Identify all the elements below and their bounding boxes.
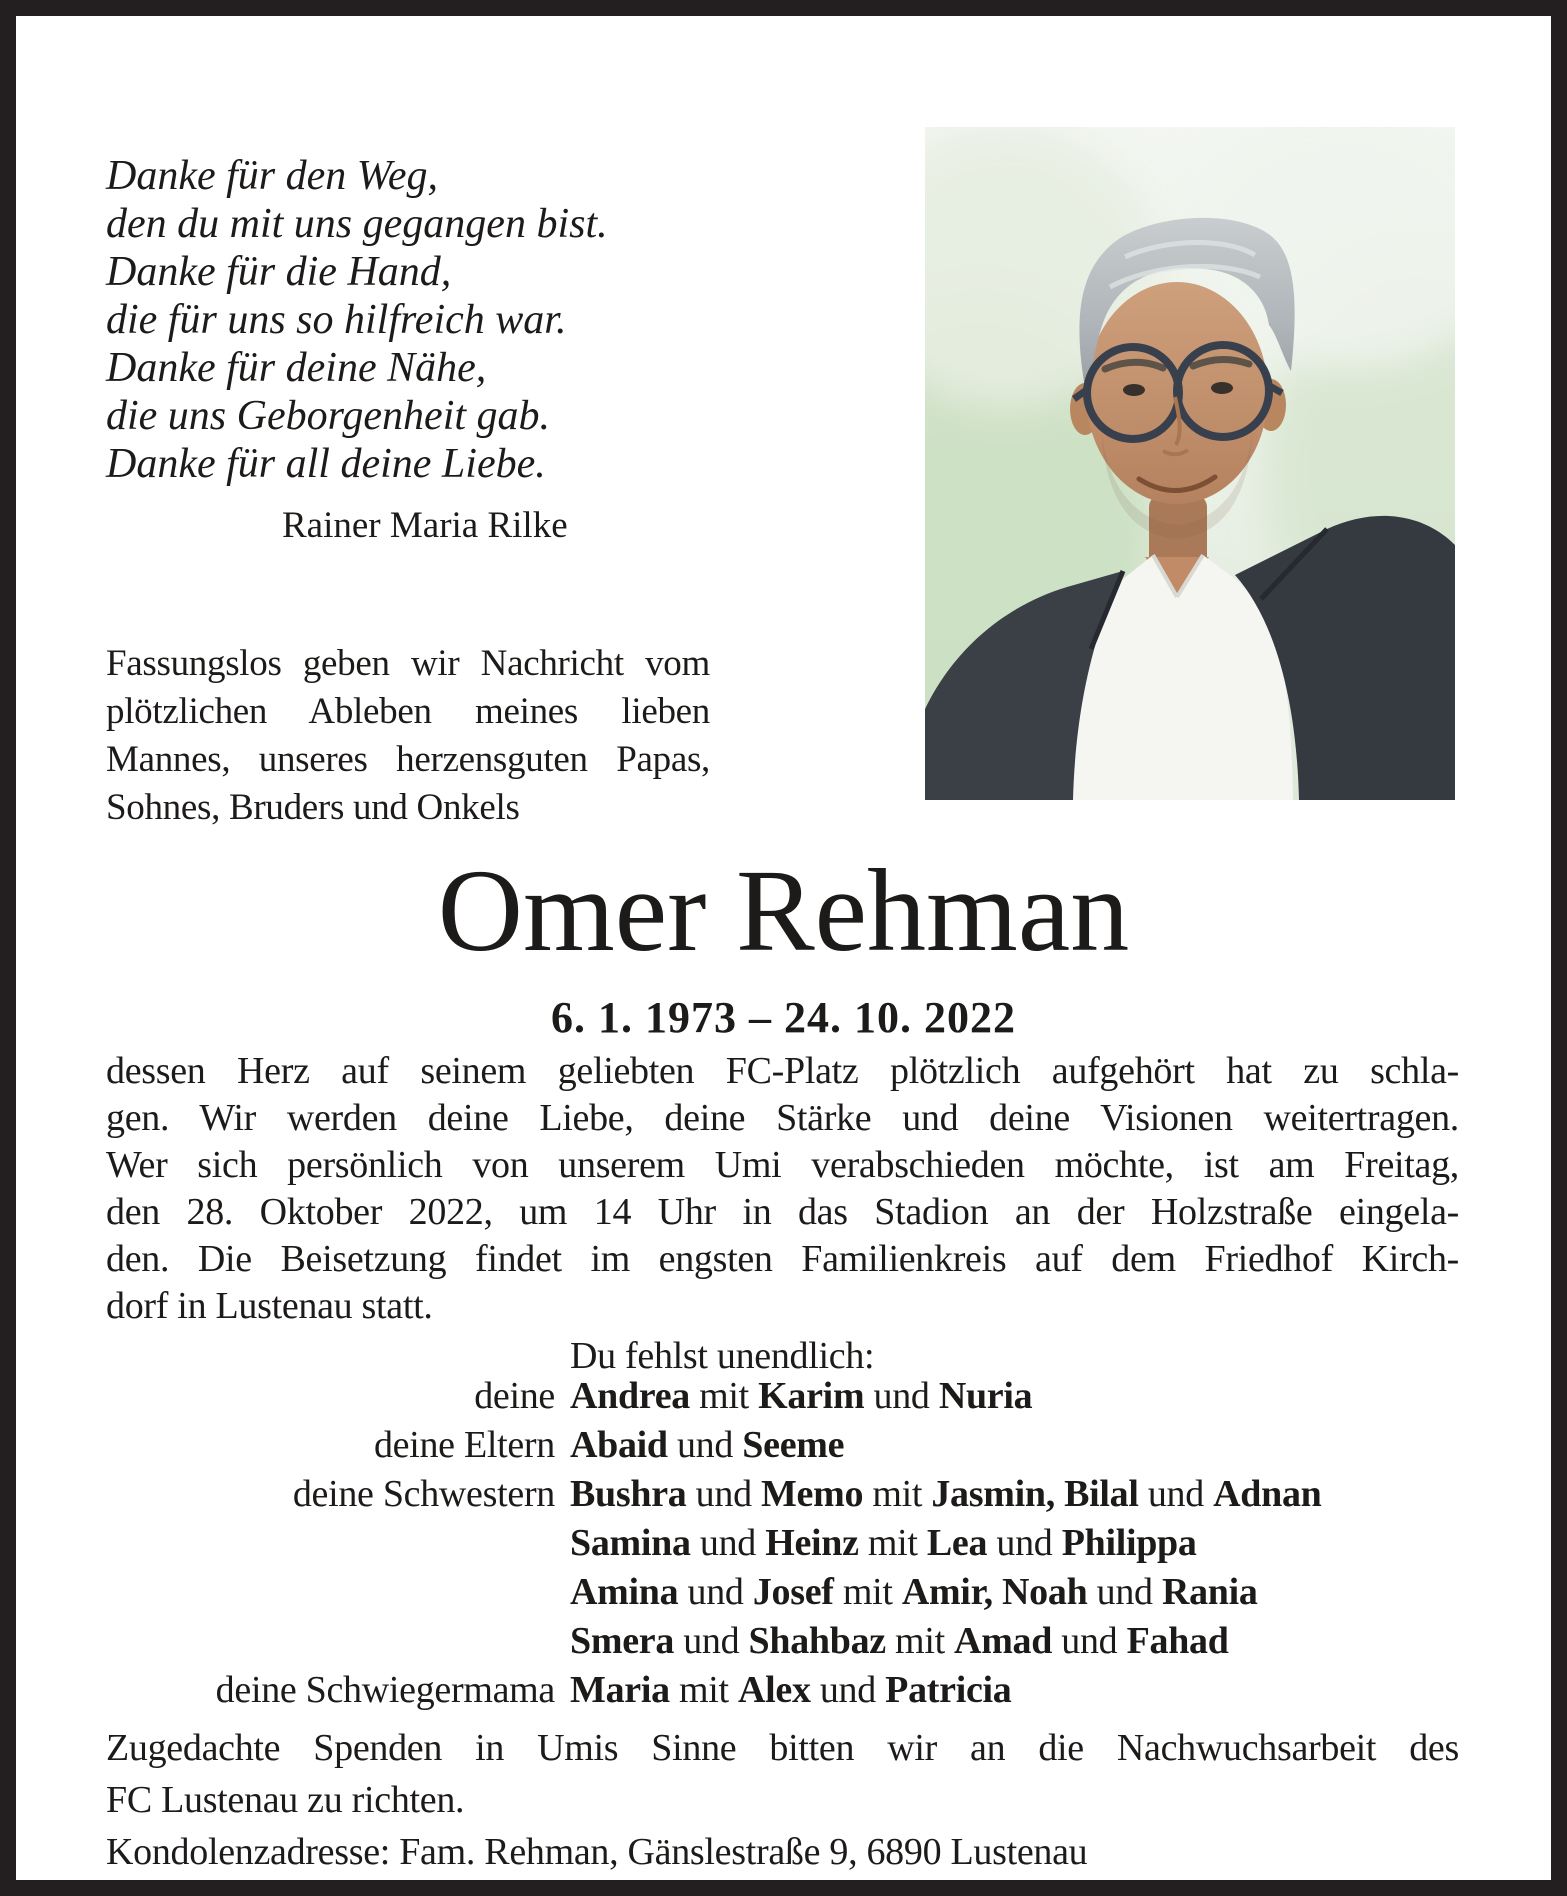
mourner-row: [106, 1666, 1322, 1715]
poem-line: Danke für die Hand,: [106, 249, 452, 295]
eye: [1211, 382, 1233, 394]
mourner-row: [106, 1617, 1322, 1666]
announcement-line: den 28. Oktober 2022, um 14 Uhr in das Stadion an der Holzstraße eingela-: [106, 1191, 1459, 1233]
mourner-role: deine Eltern: [373, 1424, 555, 1466]
announcement-line: gen. Wir werden deine Liebe, deine Stärke und deine Visionen weitertragen.: [106, 1097, 1459, 1139]
poem-line: Danke für deine Nähe,: [106, 345, 487, 391]
intro-line: Fassungslos geben wir Nachricht vom: [106, 643, 710, 684]
poem-lines: [106, 152, 608, 488]
donation-line: FC Lustenau zu richten.: [106, 1779, 465, 1821]
memorial-poem: [106, 152, 608, 550]
mourner-names: Maria mit Alex und Patricia: [570, 1669, 1012, 1711]
mourner-row: [106, 1421, 1322, 1470]
donation-line: Zugedachte Spenden in Umis Sinne bitten wir an die Nachwuchsarbeit des: [106, 1727, 1459, 1769]
life-dates: 6. 1. 1973 – 24. 10. 2022: [551, 993, 1016, 1042]
deceased-name: Omer Rehman: [437, 845, 1130, 976]
poem-line: die für uns so hilfreich war.: [106, 297, 567, 343]
mourner-names: Samina und Heinz mit Lea und Philippa: [570, 1522, 1197, 1564]
intro-line: plötzlichen Ableben meines lieben: [106, 691, 710, 732]
mourner-names: Abaid und Seeme: [570, 1424, 845, 1466]
announcement-line: Wer sich persönlich von unserem Umi verabschieden möchte, ist am Freitag,: [106, 1144, 1459, 1186]
poem-line: Danke für den Weg,: [106, 153, 439, 199]
poem-line: Danke für all deine Liebe.: [106, 441, 546, 487]
mourner-names: Amina und Josef mit Amir, Noah und Rania: [570, 1571, 1258, 1613]
announcement-paragraph: [106, 1048, 1459, 1330]
poem-line: den du mit uns gegangen bist.: [106, 201, 608, 247]
intro-line: Sohnes, Bruders und Onkels: [106, 787, 520, 828]
portrait-photo: [925, 127, 1455, 800]
mourner-row: [106, 1568, 1322, 1617]
farewell-heading: Du fehlst unendlich:: [570, 1335, 875, 1377]
announcement-line: dorf in Lustenau statt.: [106, 1285, 433, 1327]
condolence-address: Kondolenzadresse: Fam. Rehman, Gänslestraße 9, 6890 Lustenau: [106, 1831, 1088, 1873]
mourner-role: deine Schwiegermama: [215, 1669, 555, 1711]
eye: [1123, 384, 1145, 396]
mourner-row: [106, 1470, 1322, 1519]
mourner-names: Smera und Shahbaz mit Amad und Fahad: [570, 1620, 1229, 1662]
mourner-names: Andrea mit Karim und Nuria: [570, 1375, 1033, 1417]
mourners-list: [106, 1372, 1322, 1715]
closing-block: [106, 1722, 1459, 1878]
mourner-row: [106, 1519, 1322, 1568]
poem-line: die uns Geborgenheit gab.: [106, 393, 551, 439]
announcement-line: dessen Herz auf seinem geliebten FC-Platz plötzlich aufgehört hat zu schla-: [106, 1050, 1459, 1092]
portrait-illustration: [925, 127, 1455, 800]
mourner-role: deine: [474, 1375, 555, 1417]
mourner-role: deine Schwestern: [292, 1473, 555, 1515]
intro-paragraph: [106, 640, 710, 832]
poem-attribution: Rainer Maria Rilke: [282, 505, 568, 546]
mourner-row: [106, 1372, 1322, 1421]
announcement-line: den. Die Beisetzung findet im engsten Familienkreis auf dem Friedhof Kirch-: [106, 1238, 1459, 1280]
intro-line: Mannes, unseres herzensguten Papas,: [106, 739, 710, 780]
mourner-names: Bushra und Memo mit Jasmin, Bilal und Adnan: [570, 1473, 1322, 1515]
donation-paragraph: [106, 1722, 1459, 1826]
